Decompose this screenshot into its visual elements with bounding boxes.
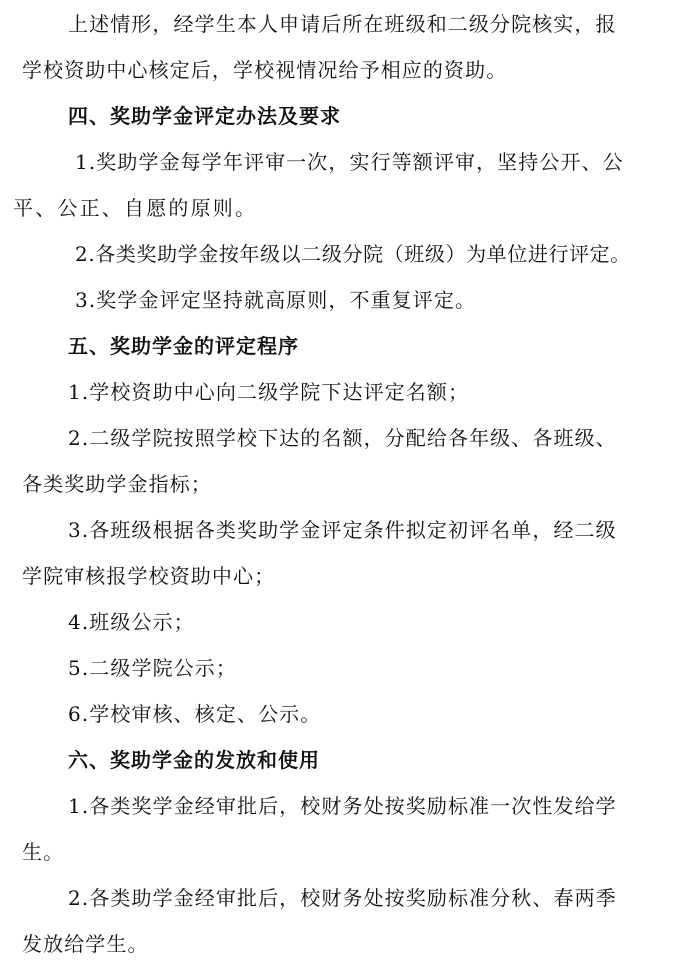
paragraph-line: 上述情形，经学生本人申请后所在班级和二级分院核实，报 [68, 12, 617, 36]
paragraph-line: 1.各类奖学金经审批后，校财务处按奖励标准一次性发给学 [68, 794, 617, 818]
paragraph-line: 1.奖助学金每学年评审一次，实行等额评审，坚持公开、公 [75, 150, 624, 174]
section-heading: 六、奖助学金的发放和使用 [68, 748, 320, 772]
paragraph-line: 学院审核报学校资助中心； [22, 564, 276, 588]
paragraph-line: 3.各班级根据各类奖助学金评定条件拟定初评名单，经二级 [68, 518, 617, 542]
paragraph-line: 2.各类奖助学金按年级以二级分院（班级）为单位进行评定。 [75, 242, 631, 266]
section-heading: 五、奖助学金的评定程序 [68, 334, 299, 358]
paragraph-line: 发放给学生。 [22, 932, 149, 956]
section-heading: 四、奖助学金评定办法及要求 [68, 104, 341, 128]
paragraph-line: 生。 [22, 840, 65, 864]
paragraph-line: 2.二级学院按照学校下达的名额，分配给各年级、各班级、 [68, 426, 617, 450]
paragraph-line: 1.学校资助中心向二级学院下达评定名额； [68, 380, 470, 404]
paragraph-line: 各类奖助学金指标； [22, 472, 212, 496]
paragraph-line: 4.班级公示； [68, 610, 195, 634]
paragraph-line: 学校资助中心核定后，学校视情况给予相应的资助。 [22, 58, 508, 82]
paragraph-line: 5.二级学院公示； [68, 656, 237, 680]
paragraph-line: 3.奖学金评定坚持就高原则，不重复评定。 [75, 288, 477, 312]
paragraph-line: 2.各类助学金经审批后，校财务处按奖励标准分秋、春两季 [68, 886, 617, 910]
paragraph-line: 6.学校审核、核定、公示。 [68, 702, 322, 726]
paragraph-line: 平、公正、自愿的原则。 [13, 196, 258, 220]
